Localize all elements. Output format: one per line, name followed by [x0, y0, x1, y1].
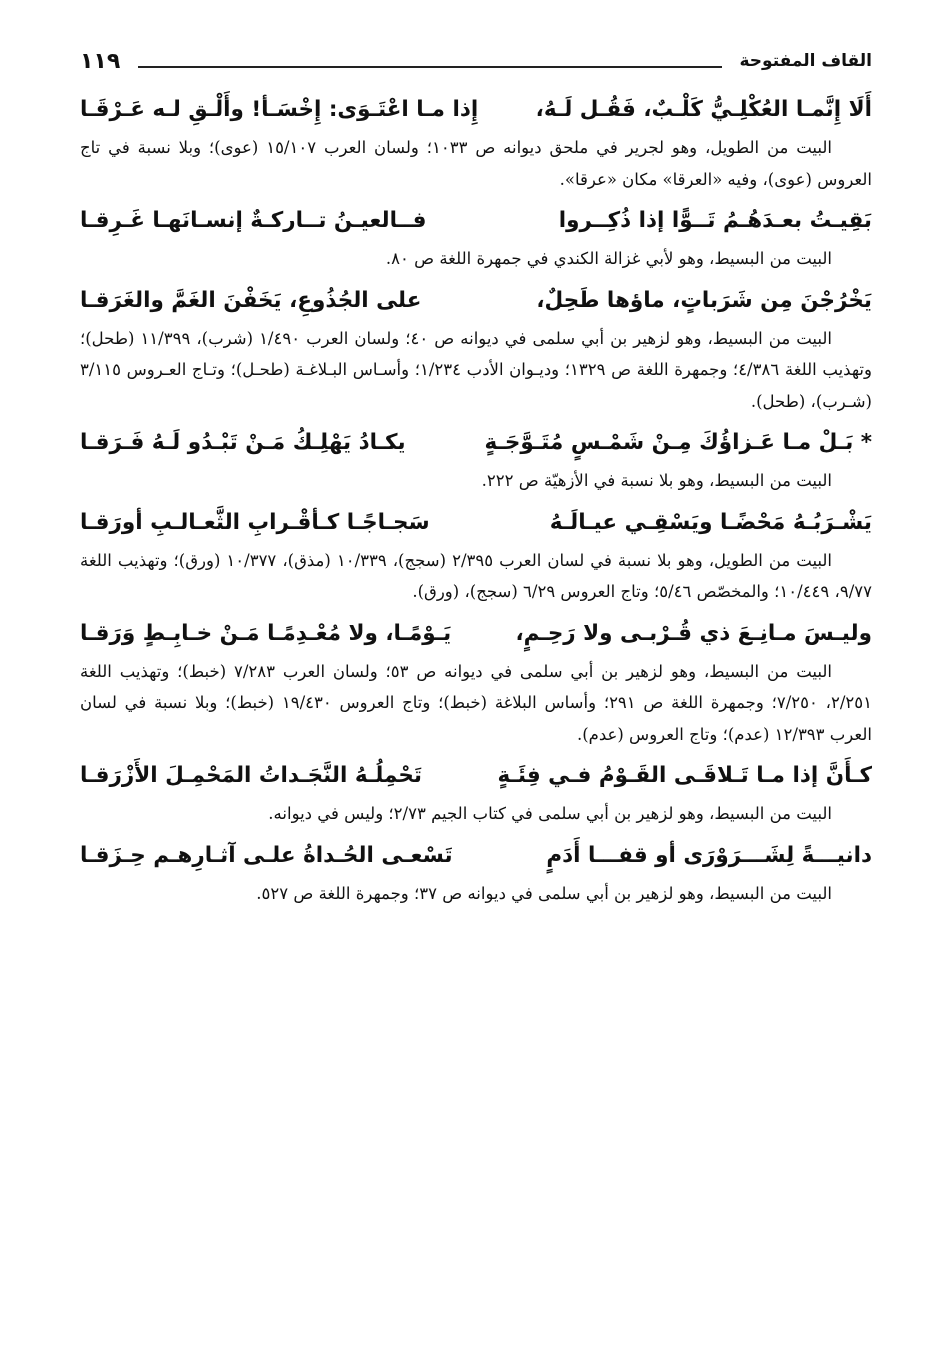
verse-line — [80, 834, 872, 878]
verse-first-hemistich: كـأَنَّ إذا مـا تَـلاقَـى القَـوْمُ فـي فِئَـةٍ — [497, 763, 872, 788]
verse-entry-5 — [80, 501, 872, 608]
page-header — [80, 40, 872, 82]
verse-line — [80, 279, 872, 323]
verse-entry-2 — [80, 199, 872, 275]
verse-entry-7 — [80, 754, 872, 830]
verse-line — [80, 612, 872, 656]
verse-first-hemistich: * بَـلْ مـا عَـزاؤُكَ مِـنْ شَمْـسٍ مُتَـوَّجَـةٍ — [484, 430, 872, 455]
verse-commentary: البيت من الطويل، وهو بلا نسبة في لسان العرب ٢/٣٩٥ (سجج)، ١٠/٣٣٩ (مذق)، ١٠/٣٧٧ (ورق)؛ وتهذيب اللغة ٩/٧٧، ١٠/٤٤٩؛ والمخصّص ٥/٤٦؛ وتاج العروس ٦/٢٩ (سجج)، (ورق). — [80, 550, 872, 601]
verse-line — [80, 88, 872, 132]
verse-commentary: البيت من البسيط، وهو لأبي غزالة الكندي في جمهرة اللغة ص ٨٠. — [385, 249, 832, 268]
verse-line — [80, 199, 872, 243]
verse-line — [80, 501, 872, 545]
verse-first-hemistich: وليـسَ مـانِـعَ ذي قُـرْبـى ولا رَحِـمٍ، — [515, 620, 872, 646]
verse-second-hemistich: على الجُذُوعِ، يَخَفْنَ الغَمَّ والغَرَقـا — [80, 287, 422, 313]
verse-first-hemistich: أَلَا إِنَّمـا العُكْلِـيُّ كَلْـبٌ، فَقُـل لَـهُ، — [535, 97, 872, 122]
verse-second-hemistich: تَسْعـى الحُـداةُ علـى آثـارِهـم حِـزَقـا — [80, 842, 453, 868]
verse-first-hemistich: يَخْرُجْنَ مِن شَرَباتٍ، ماؤها طَحِلٌ، — [536, 287, 872, 313]
verse-line — [80, 421, 872, 465]
verse-first-hemistich: يَشْـرَبُـهُ مَحْضًـا ويَسْقِـي عيـالَـهُ — [549, 509, 872, 535]
verse-line — [80, 754, 872, 798]
running-title: القاف المفتوحة — [739, 51, 872, 71]
header-rule — [138, 66, 721, 68]
verse-commentary: البيت من البسيط، وهو لزهير بن أبي سلمى في ديوانه ص ٣٧؛ وجمهرة اللغة ص ٥٢٧. — [256, 883, 832, 903]
verse-second-hemistich: تَحْمِلُـهُ النَّجَـداتُ المَحْمِـلَ الأَزْرَقـا — [80, 763, 422, 788]
verse-commentary: البيت من البسيط، وهو لزهير بن أبي سلمى في ديوانه ص ٤٠؛ ولسان العرب ١/٤٩٠ (شرب)، ١١/٣٩٩ (طحل)؛ وتهذيب اللغة ٤/٣٨٦؛ وجمهرة اللغة ص ١٣٢٩؛ وديـوان الأدب ١/٢٣٤؛ وأسـاس البـلاغـة (طحـل)؛ وتـاج العـروس ٣/١١٥ (شـرب)، (طحل). — [80, 328, 872, 411]
verse-commentary: البيت من البسيط، وهو لزهير بن أبي سلمى في كتاب الجيم ٢/٧٣؛ وليس في ديوانه. — [268, 804, 832, 823]
verse-second-hemistich: سَجـاجًـا كـأقْـرابِ الثَّعـالـبِ أورَقـا — [80, 509, 430, 535]
verse-first-hemistich: دانيـــةً لِشَـــرَوْرَى أو قفـــا أَدَمٍ — [546, 842, 872, 868]
verse-commentary: البيت من البسيط، وهو بلا نسبة في الأزهيّة ص ٢٢٢. — [481, 471, 832, 490]
verse-second-hemistich: فــالعيـنُ تــاركـةٌ إنسـانَهـا غَـرِقـا — [80, 208, 427, 233]
verse-commentary: البيت من البسيط، وهو لزهير بن أبي سلمى في ديوانه ص ٥٣؛ ولسان العرب ٧/٢٨٣ (خبط)؛ وتهذيب اللغة ٢/٢٥١، ٧/٢٥٠؛ وجمهرة اللغة ص ٢٩١؛ وأساس البلاغة (خبط)؛ وتاج العروس ١٩/٤٣٠ (خبط)؛ وبلا نسبة في لسان العرب ١٢/٣٩٣ (عدم)؛ وتاج العروس (عدم). — [80, 661, 872, 744]
verse-commentary: البيت من الطويل، وهو لجرير في ملحق ديوانه ص ١٠٣٣؛ ولسان العرب ١٥/١٠٧ (عوى)؛ وبلا نسبة في تاج العروس (عوى)، وفيه «العرقا» مكان «عرقا». — [80, 138, 872, 189]
verse-second-hemistich: إِذا مـا اعْتَـوَى: إِخْسَـأ! وأَلْـقِ لـه عَـرْقَـا — [80, 97, 479, 122]
verse-entry-1 — [80, 88, 872, 195]
verse-entry-8 — [80, 834, 872, 910]
verse-second-hemistich: يكـادُ يَهْلِـكُ مَـنْ تَبْـدُو لَـهُ فَـرَقـا — [80, 430, 406, 455]
verse-entry-3 — [80, 279, 872, 418]
verse-second-hemistich: يَـوْمًـا، ولا مُعْـدِمًـا مَـنْ خـابِـطٍ وَرَقـا — [80, 620, 452, 646]
verse-first-hemistich: بَقِيـتُ بعـدَهُـمُ تَــوًّا إذا ذُكِــروا — [558, 208, 872, 233]
verse-entry-4 — [80, 421, 872, 497]
page-number: ١١٩ — [80, 48, 121, 74]
book-page — [80, 40, 872, 913]
verse-entry-6 — [80, 612, 872, 751]
